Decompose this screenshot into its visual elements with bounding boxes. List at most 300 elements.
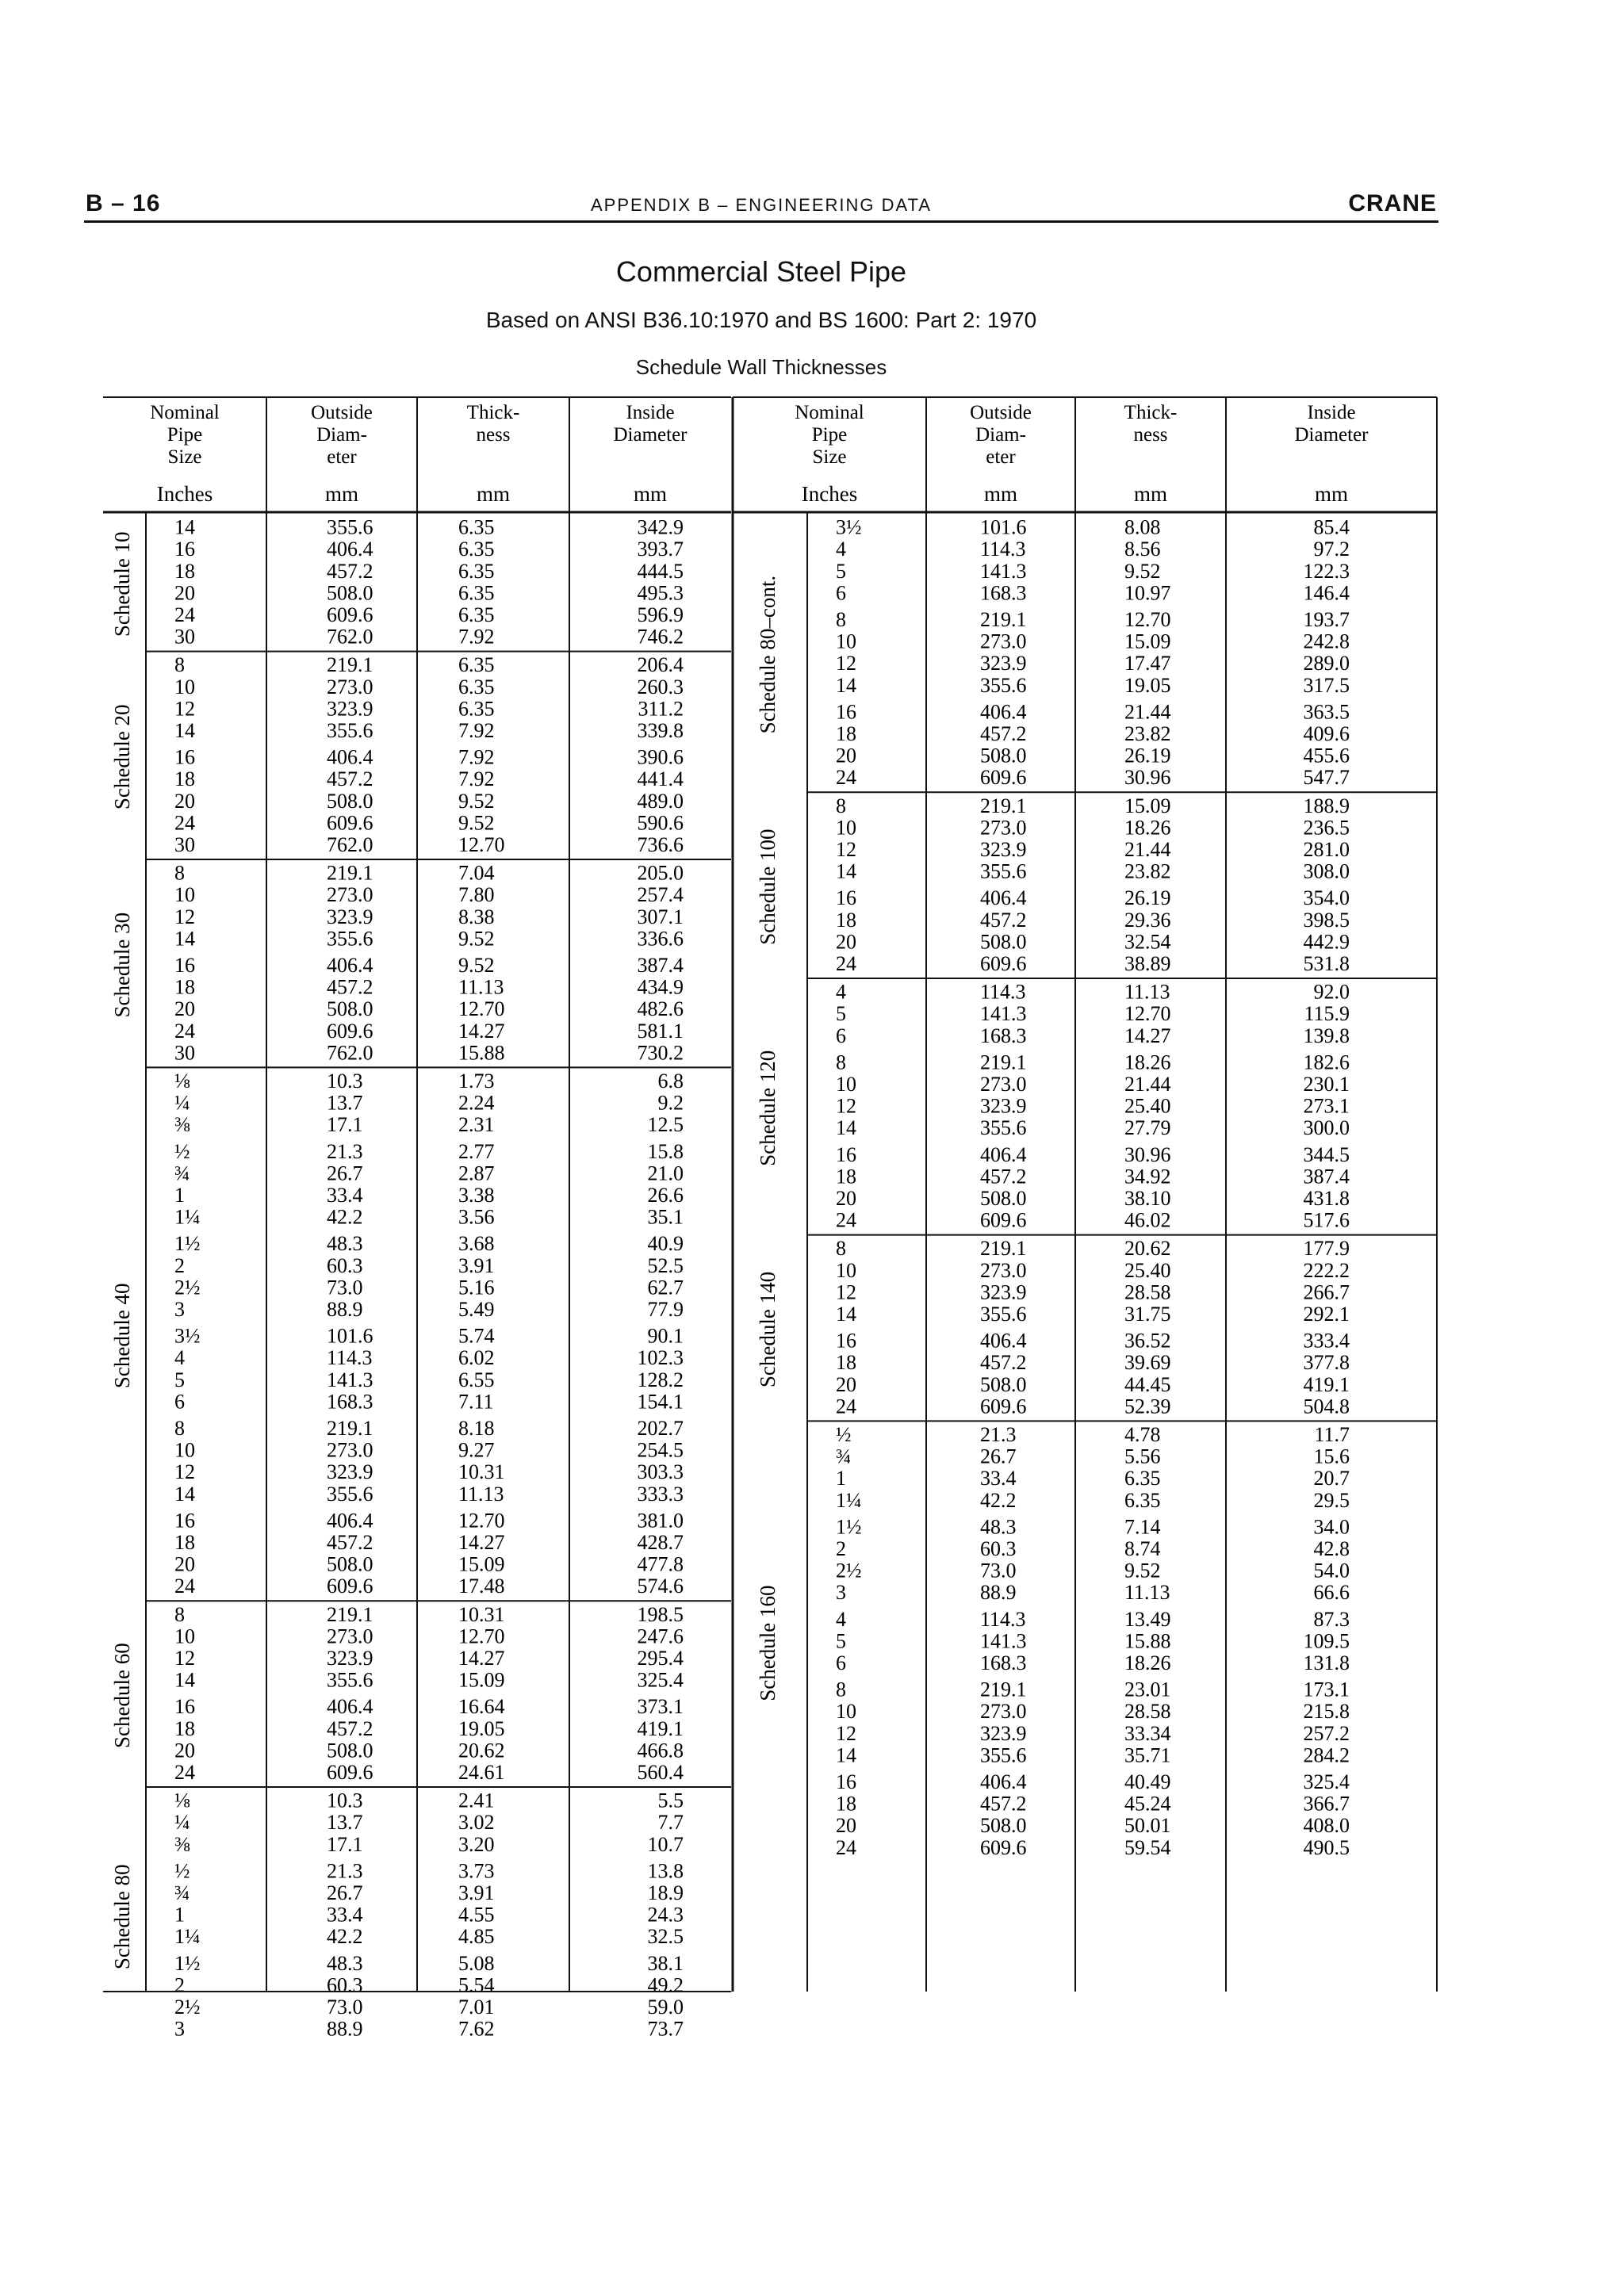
pipe-size-cell: 6 [836, 1651, 846, 1674]
thickness-cell: 2.87 [458, 1161, 495, 1185]
inside-diameter-cell: 173.1 [1303, 1678, 1350, 1701]
thickness-cell: 7.01 [458, 1996, 495, 2019]
outside-diameter-cell: 406.4 [980, 1770, 1027, 1793]
pipe-size-cell: 10 [836, 1700, 856, 1724]
inside-diameter-cell: 393.7 [637, 538, 684, 561]
pipe-size-cell: 1¼ [836, 1488, 862, 1512]
inside-diameter-cell: 146.4 [1303, 581, 1350, 605]
outside-diameter-cell: 355.6 [980, 859, 1027, 883]
inside-diameter-cell: 746.2 [637, 625, 684, 649]
pipe-size-cell: 4 [836, 1607, 846, 1631]
thickness-cell: 14.27 [458, 1019, 505, 1043]
pipe-size-cell: 20 [836, 1372, 856, 1396]
inside-diameter-cell: 18.9 [647, 1881, 684, 1904]
pipe-size-cell: 8 [836, 1237, 846, 1261]
left-table [103, 396, 731, 2041]
thickness-cell: 6.35 [458, 603, 495, 626]
pipe-size-cell: 24 [836, 1395, 856, 1418]
page-header [84, 186, 1438, 223]
pipe-size-cell: 18 [174, 1716, 195, 1740]
pipe-size-cell: 3 [836, 1581, 846, 1605]
inside-diameter-cell: 193.7 [1303, 608, 1350, 631]
pipe-size-cell: ¼ [174, 1091, 190, 1115]
pipe-size-cell: ¾ [836, 1445, 852, 1468]
inside-diameter-cell: 15.8 [647, 1139, 684, 1163]
header-thickness: Thick- [1124, 402, 1178, 423]
inside-diameter-cell: 131.8 [1303, 1651, 1350, 1674]
schedule-label: Schedule 80–cont. [756, 575, 779, 734]
outside-diameter-cell: 73.0 [980, 1559, 1017, 1582]
pipe-size-cell: 10 [836, 816, 856, 840]
pipe-size-cell: 16 [174, 954, 195, 977]
pipe-size-cell: 1½ [836, 1515, 862, 1539]
thickness-cell: 36.52 [1124, 1329, 1171, 1353]
inside-diameter-cell: 428.7 [637, 1531, 684, 1554]
inside-diameter-cell: 266.7 [1303, 1280, 1350, 1304]
inside-diameter-cell: 59.0 [647, 1996, 684, 2019]
outside-diameter-cell: 355.6 [980, 673, 1027, 697]
pipe-size-cell: 24 [174, 811, 195, 835]
right-table-svg [731, 396, 1438, 1995]
inside-diameter-cell: 292.1 [1303, 1303, 1350, 1326]
thickness-cell: 12.70 [458, 833, 505, 856]
inside-diameter-cell: 333.4 [1303, 1329, 1350, 1353]
inside-diameter-cell: 489.0 [637, 789, 684, 813]
inside-diameter-cell: 366.7 [1303, 1792, 1350, 1816]
pipe-size-cell: 2 [174, 1973, 185, 1997]
thickness-cell: 15.88 [1124, 1629, 1171, 1653]
outside-diameter-cell: 60.3 [980, 1537, 1017, 1560]
thickness-cell: 19.05 [458, 1716, 505, 1740]
pipe-size-cell: 14 [174, 1482, 195, 1506]
inside-diameter-cell: 307.1 [637, 905, 684, 928]
inside-diameter-cell: 381.0 [637, 1509, 684, 1533]
outside-diameter-cell: 323.9 [327, 697, 373, 721]
pipe-size-cell: 20 [836, 1814, 856, 1838]
thickness-cell: 15.09 [458, 1552, 505, 1576]
thickness-cell: 3.38 [458, 1184, 495, 1207]
outside-diameter-cell: 114.3 [980, 980, 1026, 1004]
outside-diameter-cell: 273.0 [980, 816, 1027, 840]
pipe-size-cell: 8 [836, 608, 846, 631]
thickness-cell: 52.39 [1124, 1395, 1171, 1418]
pipe-size-cell: 16 [174, 538, 195, 561]
inside-diameter-cell: 409.6 [1303, 722, 1350, 745]
inside-diameter-cell: 342.9 [637, 515, 684, 539]
outside-diameter-cell: 355.6 [327, 719, 373, 742]
outside-diameter-cell: 273.0 [327, 1438, 373, 1462]
unit-inches: Inches [801, 482, 858, 506]
pipe-size-cell: 20 [174, 997, 195, 1021]
outside-diameter-cell: 406.4 [327, 745, 373, 769]
schedule-label: Schedule 10 [110, 531, 134, 637]
outside-diameter-cell: 88.9 [980, 1581, 1017, 1605]
thickness-cell: 8.38 [458, 905, 495, 928]
inside-diameter-cell: 102.3 [637, 1346, 684, 1370]
thickness-cell: 24.61 [458, 1761, 505, 1784]
thickness-cell: 13.49 [1124, 1607, 1171, 1631]
outside-diameter-cell: 323.9 [980, 1094, 1027, 1118]
schedule-label: Schedule 60 [110, 1643, 134, 1748]
pipe-size-cell: 8 [836, 794, 846, 817]
thickness-cell: 12.70 [458, 1624, 505, 1648]
outside-diameter-cell: 609.6 [980, 952, 1027, 975]
running-title: APPENDIX B – ENGINEERING DATA [590, 195, 933, 215]
inside-diameter-cell: 363.5 [1303, 700, 1350, 724]
pipe-size-cell: 8 [836, 1678, 846, 1701]
inside-diameter-cell: 574.6 [637, 1575, 684, 1598]
thickness-cell: 11.13 [1124, 980, 1170, 1004]
pipe-size-cell: 12 [836, 838, 856, 861]
thickness-cell: 7.92 [458, 767, 495, 791]
pipe-size-cell: 16 [836, 700, 856, 724]
pipe-size-cell: 2½ [174, 1996, 201, 2019]
pipe-size-cell: 14 [836, 859, 856, 883]
outside-diameter-cell: 355.6 [327, 515, 373, 539]
inside-diameter-cell: 182.6 [1303, 1050, 1350, 1074]
thickness-cell: 19.05 [1124, 673, 1171, 697]
pipe-size-cell: 14 [174, 927, 195, 951]
inside-diameter-cell: 273.1 [1303, 1094, 1350, 1118]
outside-diameter-cell: 141.3 [327, 1368, 373, 1391]
outside-diameter-cell: 141.3 [980, 1629, 1027, 1653]
inside-diameter-cell: 596.9 [637, 603, 684, 626]
thickness-cell: 4.85 [458, 1925, 495, 1949]
pipe-size-cell: 10 [836, 629, 856, 653]
outside-diameter-cell: 323.9 [327, 1647, 373, 1670]
pipe-size-cell: ½ [836, 1423, 852, 1446]
outside-diameter-cell: 73.0 [327, 1996, 363, 2019]
outside-diameter-cell: 457.2 [327, 767, 373, 791]
pipe-size-cell: 16 [174, 1695, 195, 1719]
inside-diameter-cell: 15.6 [1313, 1445, 1350, 1468]
outside-diameter-cell: 273.0 [980, 1073, 1027, 1096]
header-outside-diameter: eter [327, 446, 357, 468]
pipe-size-cell: 1 [174, 1903, 185, 1927]
pipe-size-cell: 2 [836, 1537, 846, 1560]
inside-diameter-cell: 377.8 [1303, 1351, 1350, 1375]
thickness-cell: 3.68 [458, 1232, 495, 1256]
inside-diameter-cell: 154.1 [637, 1390, 684, 1414]
thickness-cell: 26.19 [1124, 886, 1171, 910]
header-outside-diameter: eter [986, 446, 1016, 468]
outside-diameter-cell: 323.9 [327, 1460, 373, 1484]
thickness-cell: 21.44 [1124, 700, 1171, 724]
thickness-cell: 18.26 [1124, 1050, 1171, 1074]
pipe-size-cell: 2 [174, 1253, 185, 1277]
header-inside-diameter: Inside [626, 402, 675, 423]
thickness-cell: 5.49 [458, 1298, 495, 1321]
pipe-size-cell: 10 [174, 883, 195, 907]
inside-diameter-cell: 115.9 [1304, 1002, 1350, 1026]
outside-diameter-cell: 457.2 [327, 559, 373, 583]
inside-diameter-cell: 206.4 [637, 653, 684, 677]
pipe-size-cell: 16 [836, 1142, 856, 1166]
thickness-cell: 15.88 [458, 1041, 505, 1065]
outside-diameter-cell: 609.6 [327, 1575, 373, 1598]
inside-diameter-cell: 333.3 [637, 1482, 684, 1506]
outside-diameter-cell: 508.0 [327, 1739, 373, 1762]
pipe-size-cell: 24 [174, 603, 195, 626]
pipe-size-cell: 12 [836, 652, 856, 675]
outside-diameter-cell: 508.0 [327, 581, 373, 605]
outside-diameter-cell: 355.6 [327, 1668, 373, 1692]
outside-diameter-cell: 406.4 [327, 1509, 373, 1533]
inside-diameter-cell: 419.1 [1303, 1372, 1350, 1396]
pipe-size-cell: 18 [836, 1165, 856, 1188]
inside-diameter-cell: 177.9 [1303, 1237, 1350, 1261]
outside-diameter-cell: 508.0 [980, 1187, 1027, 1210]
inside-diameter-cell: 730.2 [637, 1041, 684, 1065]
thickness-cell: 17.47 [1124, 652, 1171, 675]
inside-diameter-cell: 202.7 [637, 1417, 684, 1440]
thickness-cell: 9.52 [458, 954, 495, 977]
outside-diameter-cell: 219.1 [327, 1417, 373, 1440]
outside-diameter-cell: 141.3 [980, 559, 1027, 583]
inside-diameter-cell: 477.8 [637, 1552, 684, 1576]
inside-diameter-cell: 257.2 [1303, 1721, 1350, 1745]
thickness-cell: 6.02 [458, 1346, 495, 1370]
header-thickness: ness [1133, 424, 1168, 446]
thickness-cell: 5.56 [1124, 1445, 1161, 1468]
header-outside-diameter: Outside [970, 402, 1032, 423]
outside-diameter-cell: 26.7 [327, 1881, 363, 1904]
inside-diameter-cell: 230.1 [1303, 1073, 1350, 1096]
pipe-size-cell: 20 [174, 1552, 195, 1576]
thickness-cell: 5.74 [458, 1324, 495, 1348]
thickness-cell: 20.62 [1124, 1237, 1171, 1261]
outside-diameter-cell: 101.6 [980, 515, 1027, 539]
thickness-cell: 12.70 [458, 1509, 505, 1533]
outside-diameter-cell: 457.2 [327, 1716, 373, 1740]
pipe-size-cell: 14 [836, 673, 856, 697]
standards-reference: Based on ANSI B36.10:1970 and BS 1600: Part 2: 1970 [485, 308, 1037, 332]
outside-diameter-cell: 609.6 [980, 1835, 1027, 1859]
pipe-size-cell: 1½ [174, 1951, 201, 1975]
inside-diameter-cell: 205.0 [637, 861, 684, 885]
outside-diameter-cell: 762.0 [327, 625, 373, 649]
thickness-cell: 4.55 [458, 1903, 495, 1927]
inside-diameter-cell: 21.0 [647, 1161, 684, 1185]
unit-mm: mm [1314, 482, 1349, 506]
inside-diameter-cell: 325.4 [637, 1668, 684, 1692]
outside-diameter-cell: 406.4 [327, 1695, 373, 1719]
thickness-cell: 6.35 [458, 581, 495, 605]
inside-diameter-cell: 66.6 [1313, 1581, 1350, 1605]
header-nominal-pipe-size: Nominal [795, 402, 864, 423]
outside-diameter-cell: 273.0 [980, 1258, 1027, 1282]
thickness-cell: 3.91 [458, 1881, 495, 1904]
outside-diameter-cell: 355.6 [980, 1743, 1027, 1767]
inside-diameter-cell: 300.0 [1303, 1116, 1350, 1140]
schedule-label: Schedule 80 [110, 1864, 134, 1970]
thickness-cell: 11.13 [458, 1482, 504, 1506]
pipe-size-cell: 5 [836, 559, 846, 583]
inside-diameter-cell: 398.5 [1303, 908, 1350, 932]
thickness-cell: 33.34 [1124, 1721, 1171, 1745]
outside-diameter-cell: 273.0 [327, 675, 373, 698]
thickness-cell: 6.55 [458, 1368, 495, 1391]
pipe-size-cell: 3½ [174, 1324, 201, 1348]
inside-diameter-cell: 482.6 [637, 997, 684, 1021]
thickness-cell: 14.27 [458, 1647, 505, 1670]
thickness-cell: 44.45 [1124, 1372, 1171, 1396]
inside-diameter-cell: 77.9 [647, 1298, 684, 1321]
outside-diameter-cell: 323.9 [980, 652, 1027, 675]
thickness-cell: 2.24 [458, 1091, 495, 1115]
inside-diameter-cell: 736.6 [637, 833, 684, 856]
pipe-size-cell: 10 [836, 1258, 856, 1282]
outside-diameter-cell: 21.3 [980, 1423, 1017, 1446]
thickness-cell: 2.77 [458, 1139, 495, 1163]
outside-diameter-cell: 219.1 [327, 653, 373, 677]
right-table [731, 396, 1438, 1995]
inside-diameter-cell: 431.8 [1303, 1187, 1350, 1210]
inside-diameter-cell: 32.5 [647, 1925, 684, 1949]
outside-diameter-cell: 141.3 [980, 1002, 1027, 1026]
thickness-cell: 28.58 [1124, 1280, 1171, 1304]
inside-diameter-cell: 547.7 [1303, 766, 1350, 790]
left-table-svg [103, 396, 731, 2041]
thickness-cell: 30.96 [1124, 1142, 1171, 1166]
header-inside-diameter: Inside [1307, 402, 1356, 423]
outside-diameter-cell: 355.6 [327, 927, 373, 951]
pipe-size-cell: 5 [174, 1368, 185, 1391]
outside-diameter-cell: 273.0 [980, 1700, 1027, 1724]
pipe-size-cell: 2½ [174, 1276, 201, 1299]
outside-diameter-cell: 762.0 [327, 1041, 373, 1065]
pipe-size-cell: 5 [836, 1002, 846, 1026]
outside-diameter-cell: 13.7 [327, 1091, 363, 1115]
pipe-size-cell: 1 [174, 1184, 185, 1207]
schedule-label: Schedule 40 [110, 1283, 134, 1389]
outside-diameter-cell: 17.1 [327, 1832, 363, 1856]
thickness-cell: 23.82 [1124, 722, 1171, 745]
outside-diameter-cell: 609.6 [327, 1019, 373, 1043]
pipe-size-cell: 16 [836, 1770, 856, 1793]
inside-diameter-cell: 444.5 [637, 559, 684, 583]
outside-diameter-cell: 219.1 [980, 608, 1027, 631]
thickness-cell: 7.62 [458, 2017, 495, 2041]
pipe-size-cell: ¾ [174, 1881, 190, 1904]
outside-diameter-cell: 406.4 [980, 886, 1027, 910]
thickness-cell: 15.09 [458, 1668, 505, 1692]
thickness-cell: 7.04 [458, 861, 495, 885]
thickness-cell: 6.35 [1124, 1467, 1161, 1490]
header-thickness: Thick- [466, 402, 520, 423]
outside-diameter-cell: 457.2 [980, 908, 1027, 932]
thickness-cell: 17.48 [458, 1575, 505, 1598]
pipe-size-cell: ⅜ [174, 1113, 190, 1137]
inside-diameter-cell: 373.1 [637, 1695, 684, 1719]
outside-diameter-cell: 609.6 [327, 811, 373, 835]
pipe-size-cell: 8 [836, 1050, 846, 1074]
outside-diameter-cell: 101.6 [327, 1324, 373, 1348]
header-thickness: ness [476, 424, 511, 446]
pipe-size-cell: 8 [174, 653, 185, 677]
thickness-cell: 6.35 [458, 653, 495, 677]
pipe-size-cell: 18 [836, 908, 856, 932]
thickness-cell: 28.58 [1124, 1700, 1171, 1724]
thickness-cell: 10.31 [458, 1460, 505, 1484]
table-subtitle: Schedule Wall Thicknesses [635, 355, 887, 379]
thickness-cell: 6.35 [458, 559, 495, 583]
pipe-size-cell: 30 [174, 833, 195, 856]
schedule-label: Schedule 30 [110, 912, 134, 1018]
schedule-label: Schedule 100 [756, 828, 779, 945]
inside-diameter-cell: 128.2 [637, 1368, 684, 1391]
header-outside-diameter: Outside [311, 402, 373, 423]
outside-diameter-cell: 17.1 [327, 1113, 363, 1137]
outside-diameter-cell: 26.7 [327, 1161, 363, 1185]
inside-diameter-cell: 284.2 [1303, 1743, 1350, 1767]
pipe-size-cell: 18 [836, 722, 856, 745]
thickness-cell: 5.08 [458, 1951, 495, 1975]
inside-diameter-cell: 215.8 [1303, 1700, 1350, 1724]
thickness-cell: 7.14 [1124, 1515, 1161, 1539]
inside-diameter-cell: 517.6 [1303, 1208, 1350, 1232]
pipe-size-cell: 12 [174, 1647, 195, 1670]
header-inside-diameter: Diameter [1294, 424, 1369, 446]
inside-diameter-cell: 20.7 [1313, 1467, 1350, 1490]
pipe-size-cell: 14 [836, 1303, 856, 1326]
outside-diameter-cell: 10.3 [327, 1789, 363, 1812]
pipe-size-cell: 6 [836, 1024, 846, 1047]
pipe-size-cell: 4 [174, 1346, 185, 1370]
outside-diameter-cell: 457.2 [327, 975, 373, 999]
pipe-size-cell: 10 [174, 1438, 195, 1462]
pipe-size-cell: 24 [836, 1835, 856, 1859]
pipe-size-cell: 24 [836, 766, 856, 790]
thickness-cell: 9.52 [458, 811, 495, 835]
inside-diameter-cell: 311.2 [638, 697, 684, 721]
pipe-size-cell: 10 [174, 675, 195, 698]
thickness-cell: 3.20 [458, 1832, 495, 1856]
outside-diameter-cell: 457.2 [980, 1165, 1027, 1188]
pipe-size-cell: 8 [174, 1602, 185, 1626]
inside-diameter-cell: 13.8 [647, 1859, 684, 1883]
inside-diameter-cell: 495.3 [637, 581, 684, 605]
outside-diameter-cell: 323.9 [980, 838, 1027, 861]
thickness-cell: 8.18 [458, 1417, 495, 1440]
thickness-cell: 10.31 [458, 1602, 505, 1626]
thickness-cell: 12.70 [1124, 608, 1171, 631]
pipe-size-cell: ⅜ [174, 1832, 190, 1856]
inside-diameter-cell: 336.6 [637, 927, 684, 951]
outside-diameter-cell: 168.3 [980, 1651, 1027, 1674]
header-nominal-pipe-size: Nominal [150, 402, 220, 423]
outside-diameter-cell: 609.6 [980, 1395, 1027, 1418]
outside-diameter-cell: 406.4 [980, 700, 1027, 724]
outside-diameter-cell: 273.0 [327, 1624, 373, 1648]
thickness-cell: 25.40 [1124, 1258, 1171, 1282]
pipe-size-cell: 20 [174, 789, 195, 813]
inside-diameter-cell: 387.4 [1303, 1165, 1350, 1188]
thickness-cell: 6.35 [458, 675, 495, 698]
outside-diameter-cell: 168.3 [980, 1024, 1027, 1047]
outside-diameter-cell: 323.9 [980, 1280, 1027, 1304]
pipe-size-cell: 2½ [836, 1559, 862, 1582]
outside-diameter-cell: 508.0 [980, 930, 1027, 954]
outside-diameter-cell: 114.3 [980, 1607, 1026, 1631]
outside-diameter-cell: 457.2 [980, 1351, 1027, 1375]
pipe-size-cell: ⅛ [174, 1789, 190, 1812]
inside-diameter-cell: 281.0 [1303, 838, 1350, 861]
pipe-size-cell: 18 [836, 1792, 856, 1816]
thickness-cell: 29.36 [1124, 908, 1171, 932]
pipe-size-cell: 14 [174, 515, 195, 539]
outside-diameter-cell: 114.3 [980, 538, 1026, 561]
